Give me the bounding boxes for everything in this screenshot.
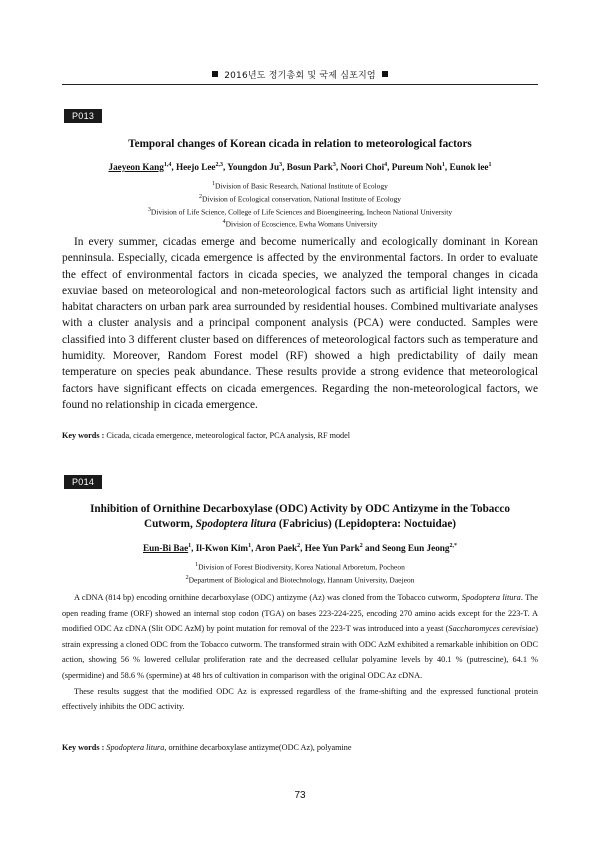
p013-affiliations — [62, 179, 538, 230]
affiliation: $^1$Division of Forest Biodiversity, Korea National Arboretum, Pocheon — [195, 562, 405, 572]
author-name: Heejo Lee — [175, 162, 216, 173]
author-name: Noori Choi — [340, 162, 385, 173]
author-name: Seong Eun Jeong — [382, 543, 450, 554]
poster-badge-p013: P013 — [64, 109, 102, 123]
p014-title: Inhibition of Ornithine Decarboxylase (ODC) Activity by ODC Antizyme in the Tobacco Cutworm, Spodoptera litura (Fabricius) (Lepidoptera: Noctuidae) — [90, 503, 510, 530]
affiliation: $^2$Department of Biological and Biotechnology, Hannam University, Daejeon — [185, 574, 415, 585]
p014-keywords: Key words : Spodoptera litura, ornithine decarboxylase antizyme(ODC Az), polyamine — [62, 743, 352, 752]
author-name: Bosun Park — [286, 162, 333, 173]
affiliation: $^2$Division of Ecological conservation, National Institute of Ecology — [198, 193, 402, 204]
p014-authors: Eun-Bi Bae$^1$, Il-Kwon Kim$^1$, Aron Paek$^2$, Hee Yun Park$^2$ and Seong Eun Jeong$^{2,*}$ — [142, 543, 458, 554]
author-name: Jaeyeon Kang — [108, 162, 164, 173]
page-number: 73 — [294, 790, 306, 801]
author-name: Eunok lee — [449, 162, 489, 173]
p014-affiliations — [62, 560, 538, 586]
author-name: Aron Paek — [255, 543, 298, 554]
p013-authors: Jaeyeon Kang$^{1,4}$, Heejo Lee$^{2,3}$, Youngdon Ju$^3$, Bosun Park$^3$, Noori Choi$^4$, Pureum Noh$^1$, Eunok lee$^1$ — [108, 162, 492, 173]
square-bullet-icon — [382, 71, 388, 77]
author-name: Hee Yun Park — [304, 543, 360, 554]
author-name: Eun-Bi Bae — [142, 543, 189, 554]
poster-badge-p014: P014 — [64, 475, 102, 489]
author-name: Youngdon Ju — [227, 162, 280, 173]
header-text: 2016년도 정기총회 및 국제 심포지엄 — [224, 71, 376, 81]
abstract-paragraph: These results suggest that the modified ODC Az is expressed regardless of the frame-shifting and the expressed functional protein effectively inhibits the ODC activity. — [62, 686, 538, 712]
author-name: Pureum Noh — [391, 162, 442, 173]
affiliation: $^3$Division of Life Science, College of Life Sciences and Bioengineering, Incheon National University — [147, 206, 453, 217]
abstract-paragraph: A cDNA (814 bp) encoding ornithine decarboxylase (ODC) antizyme (Az) was cloned from the Tobacco cutworm, Spodoptera litura. The open reading frame (ORF) showed an internal stop codon (TGA) on bases 223-224-225, encoding 270 amino acids except for the 223-T. A modified ODC Az cDNA (Slit ODC AzM) by point mutation for removal of the 223-T was introduced into a yeast (Saccharomyces cerevisiae) strain expressing a cloned ODC from the Tobacco cutworm. The transformed strain with ODC AzM exhibited a remarkable inhibition on ODC action, showing 56 % lowered cellular proliferation rate and the decreased cellular polyamine levels by 40.1 % (putrescine), 64.1 % (spermidine) and 58.6 % (spermine) at 48 hrs of cultivation in comparison with the original ODC Az cDNA. — [62, 593, 538, 680]
p013-abstract: In every summer, cicadas emerge and become numerically and ecologically dominant in Korean penninsula. Especially, cicada emergence is affected by the environmental factors. In order to evaluate the effect of environmental factors in cicada species, we analyzed the temporal changes in cicada exuviae based on meteorological and non-meteorological factors such as artificial light intensity and habitat characters on urban park area surrounded by residential houses. Combined multivariate analyses with a cluster analysis and a principal component analysis (PCA) were conducted. Samples were classified into 3 different cluster based on differences of meteorological factors such as temperature and humidity. Moreover, Random Forest model (RF) showed a high predictability of daily mean temperature on species peak abundance. These results provide a strong evidence that meteorological factors have significant effects on cicada emergences. Regarding the non-meteorological factors, we found no relationship in cicada emergence. — [62, 236, 538, 411]
running-header — [0, 68, 600, 81]
p013-title: Temporal changes of Korean cicada in relation to meteorological factors — [128, 138, 472, 150]
species-name: Spodoptera litura — [195, 518, 277, 530]
p014-abstract — [62, 590, 538, 715]
square-bullet-icon — [212, 71, 218, 77]
header-rule — [62, 84, 538, 85]
author-name: Il-Kwon Kim — [195, 543, 249, 554]
affiliation: $^1$Division of Basic Research, National Institute of Ecology — [212, 181, 388, 191]
affiliation: $^4$Division of Ecoscience, Ewha Womans University — [222, 219, 378, 229]
p013-keywords: Key words : Cicada, cicada emergence, meteorological factor, PCA analysis, RF model — [62, 431, 351, 440]
